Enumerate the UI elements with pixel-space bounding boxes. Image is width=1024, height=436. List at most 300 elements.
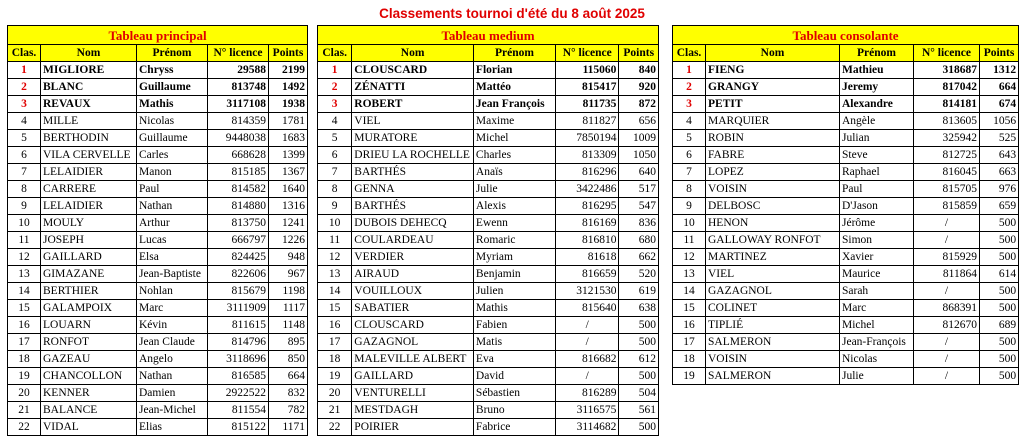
name-cell: MURATORE <box>352 130 474 147</box>
rank-cell: 9 <box>318 198 352 215</box>
table-row <box>673 334 1019 351</box>
license-cell: 666797 <box>208 232 269 249</box>
firstname-cell: Guillaume <box>137 130 208 147</box>
firstname-cell: Matis <box>473 334 555 351</box>
points-cell: 976 <box>980 181 1019 198</box>
name-cell: BERTHODIN <box>41 130 137 147</box>
table-row <box>673 79 1019 96</box>
header-rank: Clas. <box>673 45 706 62</box>
firstname-cell: D'Jason <box>840 198 914 215</box>
license-cell: 115060 <box>556 62 619 79</box>
name-cell: RONFOT <box>41 334 137 351</box>
license-cell: / <box>914 215 980 232</box>
license-cell: 813605 <box>914 113 980 130</box>
rank-cell: 16 <box>8 317 41 334</box>
license-cell: 811554 <box>208 402 269 419</box>
points-cell: 614 <box>980 266 1019 283</box>
table-row <box>673 317 1019 334</box>
table-row <box>673 198 1019 215</box>
name-cell: MILLE <box>41 113 137 130</box>
rank-cell: 4 <box>673 113 706 130</box>
firstname-cell: Alexandre <box>840 96 914 113</box>
firstname-cell: David <box>473 368 555 385</box>
table-row <box>673 147 1019 164</box>
license-cell: 814181 <box>914 96 980 113</box>
table-row <box>8 232 308 249</box>
points-cell: 1367 <box>269 164 308 181</box>
rank-cell: 11 <box>318 232 352 249</box>
name-cell: VOUILLOUX <box>352 283 474 300</box>
points-cell: 895 <box>269 334 308 351</box>
name-cell: DUBOIS DEHECQ <box>352 215 474 232</box>
rank-cell: 7 <box>8 164 41 181</box>
name-cell: MALEVILLE ALBERT <box>352 351 474 368</box>
table-row <box>673 368 1019 385</box>
firstname-cell: Kévin <box>137 317 208 334</box>
points-cell: 612 <box>619 351 659 368</box>
table-row <box>8 130 308 147</box>
rank-cell: 19 <box>673 368 706 385</box>
rank-cell: 6 <box>318 147 352 164</box>
name-cell: GRANGY <box>706 79 840 96</box>
points-cell: 967 <box>269 266 308 283</box>
page-title: Classements tournoi d'été du 8 août 2025 <box>379 6 645 21</box>
license-cell: 811735 <box>556 96 619 113</box>
table-row <box>8 402 308 419</box>
table-row <box>673 96 1019 113</box>
table-row <box>318 419 659 436</box>
points-cell: 517 <box>619 181 659 198</box>
license-cell: 812670 <box>914 317 980 334</box>
name-cell: SALMERON <box>706 334 840 351</box>
name-cell: CHANCOLLON <box>41 368 137 385</box>
name-cell: CLOUSCARD <box>352 317 474 334</box>
name-cell: MIGLIORE <box>41 62 137 79</box>
rank-cell: 22 <box>318 419 352 436</box>
license-cell: 816295 <box>556 198 619 215</box>
rank-cell: 3 <box>8 96 41 113</box>
firstname-cell: Maurice <box>840 266 914 283</box>
table-row <box>318 79 659 96</box>
table-title: Tableau consolante <box>673 26 1019 45</box>
table-row <box>8 266 308 283</box>
name-cell: BARTHÉS <box>352 164 474 181</box>
table-row <box>318 385 659 402</box>
license-cell: 814582 <box>208 181 269 198</box>
license-cell: 813750 <box>208 215 269 232</box>
table-row <box>318 283 659 300</box>
name-cell: COLINET <box>706 300 840 317</box>
rank-cell: 5 <box>673 130 706 147</box>
table-row <box>8 385 308 402</box>
license-cell: 815122 <box>208 419 269 436</box>
points-cell: 872 <box>619 96 659 113</box>
points-cell: 1781 <box>269 113 308 130</box>
firstname-cell: Elias <box>137 419 208 436</box>
license-cell: 812725 <box>914 147 980 164</box>
table-row <box>8 113 308 130</box>
name-cell: GAILLARD <box>352 368 474 385</box>
table-row <box>8 368 308 385</box>
license-cell: 816659 <box>556 266 619 283</box>
name-cell: GAILLARD <box>41 249 137 266</box>
points-cell: 500 <box>980 215 1019 232</box>
header-points: Points <box>980 45 1019 62</box>
license-cell: 318687 <box>914 62 980 79</box>
points-cell: 664 <box>269 368 308 385</box>
table-row <box>318 96 659 113</box>
rank-cell: 1 <box>673 62 706 79</box>
points-cell: 840 <box>619 62 659 79</box>
name-cell: VILA CERVELLE <box>41 147 137 164</box>
license-cell: / <box>914 232 980 249</box>
rank-cell: 2 <box>318 79 352 96</box>
points-cell: 674 <box>980 96 1019 113</box>
name-cell: BARTHÉS <box>352 198 474 215</box>
rank-cell: 3 <box>318 96 352 113</box>
license-cell: 813748 <box>208 79 269 96</box>
name-cell: ROBERT <box>352 96 474 113</box>
name-cell: LELAIDIER <box>41 164 137 181</box>
table-row <box>318 198 659 215</box>
table-row <box>8 147 308 164</box>
rank-cell: 14 <box>673 283 706 300</box>
points-cell: 500 <box>619 317 659 334</box>
header-firstname: Prénom <box>840 45 914 62</box>
points-cell: 520 <box>619 266 659 283</box>
points-cell: 664 <box>980 79 1019 96</box>
table-row <box>8 249 308 266</box>
rank-cell: 18 <box>673 351 706 368</box>
table-row <box>8 419 308 436</box>
license-cell: 3116575 <box>556 402 619 419</box>
table-row <box>318 215 659 232</box>
table-row <box>318 232 659 249</box>
header-license: N° licence <box>914 45 980 62</box>
rank-cell: 19 <box>8 368 41 385</box>
rank-cell: 20 <box>8 385 41 402</box>
license-cell: 815640 <box>556 300 619 317</box>
firstname-cell: Chryss <box>137 62 208 79</box>
name-cell: FABRE <box>706 147 840 164</box>
firstname-cell: Raphael <box>840 164 914 181</box>
license-cell: 3111909 <box>208 300 269 317</box>
points-cell: 561 <box>619 402 659 419</box>
name-cell: VERDIER <box>352 249 474 266</box>
table-row <box>8 351 308 368</box>
table-row <box>318 317 659 334</box>
rank-cell: 10 <box>673 215 706 232</box>
rank-cell: 8 <box>8 181 41 198</box>
name-cell: VIEL <box>706 266 840 283</box>
points-cell: 1312 <box>980 62 1019 79</box>
points-cell: 1399 <box>269 147 308 164</box>
license-cell: 868391 <box>914 300 980 317</box>
name-cell: GALAMPOIX <box>41 300 137 317</box>
rank-cell: 17 <box>318 334 352 351</box>
firstname-cell: Maxime <box>473 113 555 130</box>
license-cell: 815417 <box>556 79 619 96</box>
name-cell: AIRAUD <box>352 266 474 283</box>
license-cell: 668628 <box>208 147 269 164</box>
name-cell: GIMAZANE <box>41 266 137 283</box>
rank-cell: 2 <box>8 79 41 96</box>
name-cell: GAZAGNOL <box>352 334 474 351</box>
name-cell: BLANC <box>41 79 137 96</box>
table-row <box>8 62 308 79</box>
firstname-cell: Julie <box>840 368 914 385</box>
rank-cell: 3 <box>673 96 706 113</box>
firstname-cell: Nohlan <box>137 283 208 300</box>
firstname-cell: Nicolas <box>137 113 208 130</box>
points-cell: 500 <box>980 368 1019 385</box>
firstname-cell: Fabrice <box>473 419 555 436</box>
table-row <box>318 62 659 79</box>
points-cell: 1009 <box>619 130 659 147</box>
table-row <box>673 300 1019 317</box>
rank-cell: 19 <box>318 368 352 385</box>
table-row <box>673 283 1019 300</box>
rank-cell: 12 <box>8 249 41 266</box>
firstname-cell: Julie <box>473 181 555 198</box>
firstname-cell: Lucas <box>137 232 208 249</box>
name-cell: GALLOWAY RONFOT <box>706 232 840 249</box>
rank-cell: 18 <box>8 351 41 368</box>
firstname-cell: Nathan <box>137 368 208 385</box>
table-row <box>673 130 1019 147</box>
rank-cell: 7 <box>318 164 352 181</box>
license-cell: 3117108 <box>208 96 269 113</box>
points-cell: 500 <box>980 249 1019 266</box>
name-cell: MARQUIER <box>706 113 840 130</box>
points-cell: 1148 <box>269 317 308 334</box>
license-cell: 815859 <box>914 198 980 215</box>
table-row <box>318 266 659 283</box>
firstname-cell: Xavier <box>840 249 914 266</box>
license-cell: / <box>914 368 980 385</box>
firstname-cell: Mattéo <box>473 79 555 96</box>
firstname-cell: Jean-Michel <box>137 402 208 419</box>
license-cell: / <box>556 317 619 334</box>
name-cell: MOULY <box>41 215 137 232</box>
name-cell: CLOUSCARD <box>352 62 474 79</box>
name-cell: BERTHIER <box>41 283 137 300</box>
table-row <box>8 181 308 198</box>
rank-cell: 7 <box>673 164 706 181</box>
name-cell: VENTURELLI <box>352 385 474 402</box>
firstname-cell: Sarah <box>840 283 914 300</box>
name-cell: MESTDAGH <box>352 402 474 419</box>
points-cell: 500 <box>980 351 1019 368</box>
firstname-cell: Damien <box>137 385 208 402</box>
firstname-cell: Michel <box>473 130 555 147</box>
header-name: Nom <box>41 45 137 62</box>
name-cell: ROBIN <box>706 130 840 147</box>
rank-cell: 22 <box>8 419 41 436</box>
name-cell: VOISIN <box>706 351 840 368</box>
rank-cell: 11 <box>8 232 41 249</box>
firstname-cell: Charles <box>473 147 555 164</box>
rank-cell: 21 <box>8 402 41 419</box>
license-cell: / <box>556 368 619 385</box>
points-cell: 920 <box>619 79 659 96</box>
points-cell: 1117 <box>269 300 308 317</box>
points-cell: 1050 <box>619 147 659 164</box>
points-cell: 659 <box>980 198 1019 215</box>
license-cell: 815705 <box>914 181 980 198</box>
table-row <box>673 62 1019 79</box>
license-cell: 822606 <box>208 266 269 283</box>
points-cell: 643 <box>980 147 1019 164</box>
table-row <box>673 215 1019 232</box>
firstname-cell: Marc <box>840 300 914 317</box>
rank-cell: 1 <box>318 62 352 79</box>
license-cell: 816810 <box>556 232 619 249</box>
points-cell: 525 <box>980 130 1019 147</box>
name-cell: JOSEPH <box>41 232 137 249</box>
license-cell: / <box>556 334 619 351</box>
header-points: Points <box>269 45 308 62</box>
firstname-cell: Benjamin <box>473 266 555 283</box>
points-cell: 836 <box>619 215 659 232</box>
license-cell: 816169 <box>556 215 619 232</box>
points-cell: 500 <box>619 419 659 436</box>
rank-cell: 12 <box>318 249 352 266</box>
points-cell: 948 <box>269 249 308 266</box>
table-title: Tableau principal <box>8 26 308 45</box>
points-cell: 1198 <box>269 283 308 300</box>
firstname-cell: Sébastien <box>473 385 555 402</box>
table-medium <box>317 25 659 436</box>
rank-cell: 17 <box>8 334 41 351</box>
table-row <box>318 368 659 385</box>
rank-cell: 10 <box>8 215 41 232</box>
firstname-cell: Florian <box>473 62 555 79</box>
rank-cell: 8 <box>673 181 706 198</box>
table-row <box>8 198 308 215</box>
name-cell: GAZAGNOL <box>706 283 840 300</box>
table-row <box>8 79 308 96</box>
name-cell: GAZEAU <box>41 351 137 368</box>
firstname-cell: Angèle <box>840 113 914 130</box>
license-cell: 3114682 <box>556 419 619 436</box>
firstname-cell: Julian <box>840 130 914 147</box>
points-cell: 832 <box>269 385 308 402</box>
name-cell: TIPLIÉ <box>706 317 840 334</box>
header-points: Points <box>619 45 659 62</box>
license-cell: 2922522 <box>208 385 269 402</box>
table-row <box>318 300 659 317</box>
firstname-cell: Nicolas <box>840 351 914 368</box>
license-cell: 816296 <box>556 164 619 181</box>
rank-cell: 14 <box>318 283 352 300</box>
points-cell: 1056 <box>980 113 1019 130</box>
rank-cell: 16 <box>673 317 706 334</box>
rank-cell: 9 <box>8 198 41 215</box>
points-cell: 500 <box>980 283 1019 300</box>
points-cell: 1492 <box>269 79 308 96</box>
name-cell: PETIT <box>706 96 840 113</box>
rank-cell: 13 <box>673 266 706 283</box>
license-cell: 811827 <box>556 113 619 130</box>
points-cell: 500 <box>980 300 1019 317</box>
rank-cell: 13 <box>318 266 352 283</box>
name-cell: SALMERON <box>706 368 840 385</box>
license-cell: 817042 <box>914 79 980 96</box>
license-cell: 814880 <box>208 198 269 215</box>
license-cell: 824425 <box>208 249 269 266</box>
license-cell: 3121530 <box>556 283 619 300</box>
points-cell: 662 <box>619 249 659 266</box>
name-cell: FIENG <box>706 62 840 79</box>
table-row <box>673 164 1019 181</box>
firstname-cell: Jeremy <box>840 79 914 96</box>
points-cell: 663 <box>980 164 1019 181</box>
name-cell: GENNA <box>352 181 474 198</box>
rank-cell: 6 <box>673 147 706 164</box>
firstname-cell: Paul <box>840 181 914 198</box>
license-cell: 815929 <box>914 249 980 266</box>
rank-cell: 17 <box>673 334 706 351</box>
table-row <box>318 249 659 266</box>
firstname-cell: Manon <box>137 164 208 181</box>
rank-cell: 12 <box>673 249 706 266</box>
firstname-cell: Ewenn <box>473 215 555 232</box>
license-cell: / <box>914 334 980 351</box>
firstname-cell: Eva <box>473 351 555 368</box>
points-cell: 504 <box>619 385 659 402</box>
firstname-cell: Anaïs <box>473 164 555 181</box>
license-cell: 813309 <box>556 147 619 164</box>
license-cell: 815185 <box>208 164 269 181</box>
table-row <box>318 181 659 198</box>
license-cell: / <box>914 351 980 368</box>
firstname-cell: Mathis <box>473 300 555 317</box>
rank-cell: 15 <box>673 300 706 317</box>
name-cell: BALANCE <box>41 402 137 419</box>
license-cell: 29588 <box>208 62 269 79</box>
license-cell: 816585 <box>208 368 269 385</box>
table-row <box>8 334 308 351</box>
firstname-cell: Jean-Baptiste <box>137 266 208 283</box>
name-cell: KENNER <box>41 385 137 402</box>
name-cell: VIDAL <box>41 419 137 436</box>
table-row <box>8 164 308 181</box>
points-cell: 1683 <box>269 130 308 147</box>
points-cell: 640 <box>619 164 659 181</box>
rank-cell: 5 <box>318 130 352 147</box>
points-cell: 2199 <box>269 62 308 79</box>
license-cell: 814796 <box>208 334 269 351</box>
rank-cell: 13 <box>8 266 41 283</box>
license-cell: 325942 <box>914 130 980 147</box>
rank-cell: 9 <box>673 198 706 215</box>
points-cell: 689 <box>980 317 1019 334</box>
license-cell: 3118696 <box>208 351 269 368</box>
name-cell: ZÉNATTI <box>352 79 474 96</box>
name-cell: POIRIER <box>352 419 474 436</box>
table-row <box>8 300 308 317</box>
table-row <box>318 113 659 130</box>
points-cell: 500 <box>980 334 1019 351</box>
firstname-cell: Elsa <box>137 249 208 266</box>
table-consolante <box>672 25 1019 385</box>
points-cell: 656 <box>619 113 659 130</box>
points-cell: 500 <box>980 232 1019 249</box>
table-row <box>8 317 308 334</box>
points-cell: 782 <box>269 402 308 419</box>
firstname-cell: Bruno <box>473 402 555 419</box>
